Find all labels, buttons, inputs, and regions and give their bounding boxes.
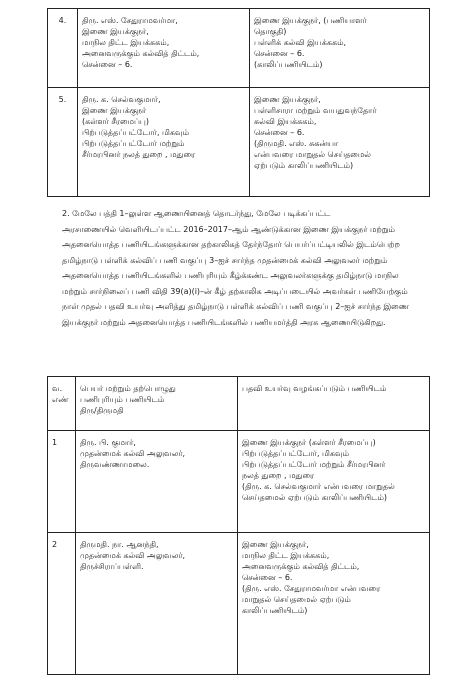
table-row [48, 431, 430, 533]
header-posting: பதவி உயர்வு வழங்கப்படும் பணியிடம் [238, 377, 430, 431]
officer-cell: திரு. க. செல்வகுமார், இணை இயக்குநர் (கள்ளர் சீரமைப்பு) பிற்படுத்தப்பட்டோர், மிகவும் பிற்படுத்தப்பட்டோர் மற்றும் சீர்மரபினர் நலத் துறை , மதுரை [78, 88, 250, 197]
posting-cell: இணை இயக்குநர், மாநில திட்ட இயக்ககம், அனைவருக்கும் கல்வித் திட்டம், சென்னை – 6. (திரு. எஸ். சேதுராமவர்மா என்பவரை மாறுதல் செய்தமைல் ஏற்படும் காலிப்பணியிடம்) [238, 533, 430, 675]
table-row [48, 533, 430, 675]
table-row [48, 88, 430, 197]
header-officer: பெயர் மற்றும் தற்பொழுது பணிபுரியும் பணியிடம் திரு/திருமதி [76, 377, 238, 431]
posting-cell: இணை இயக்குநர், (பணியாளர் தொகுதி) பள்ளிக் கல்வி இயக்ககம், சென்னை – 6. (காலிப்பணியிடம்) [250, 9, 430, 88]
row-number: 1 [48, 431, 76, 533]
table-row [48, 9, 430, 88]
row-number: 5. [48, 88, 78, 197]
order-paragraph: 2. மேலே பத்தி 1–லுள்ள ஆணையினைத் தொடர்ந்து, மேலே படிக்கப்பட்ட அரசாணையில் வெளியிடப்பட்ட 2016–2017–ஆம் ஆண்டுக்கான இணை இயக்குநர் மற்றும் அதனையொத்த பணியிடங்களுக்கான தற்காலிகத் தேர்ந்தோர் பெயர்ப்பட்டியலில் இடம்பெற்ற தமிழ்நாடு பள்ளிக் கல்விப் பணி வகுப்பு 3–ஐச் சார்ந்த முதன்மைக் கல்வி அலுவலர் மற்றும் அதனையொத்த பணியிடங்களில் பணிபுரியும் கீழ்க்கண்ட அலுவலர்களுக்கு தமிழ்நாடு மாநில மற்றும் சார்நிலைப் பணி விதி 39(a)(i)–ன் கீழ் தற்காலிக அடிப்படையில் அவர்கள் பணியேற்கும் நாள் முதல் பதவி உயர்வு அளித்து தமிழ்நாடு பள்ளிக் கல்விப் பணி வகுப்பு 2–ஐச் சார்ந்த இணை இயக்குநர் மற்றும் அதனையொத்த பணியிடங்களில் பணியமர்த்தி அரசு ஆணையிடுகிறது. [62, 209, 409, 327]
promotion-table [47, 376, 430, 675]
table-header-row [48, 377, 430, 431]
officer-cell: திரு. பி. குமார், முதன்மைக் கல்வி அலுவலர், திருவண்ணாமலை. [76, 431, 238, 533]
row-number: 2 [48, 533, 76, 675]
officer-cell: திருமதி. நா. ஆனந்தி, முதன்மைக் கல்வி அலுவலர், திருச்சிராப்பள்ளி. [76, 533, 238, 675]
transfer-table [47, 8, 430, 197]
posting-cell: இணை இயக்குநர், பள்ளிசாரா மற்றும் வயதுவந்தோர் கல்வி இயக்ககம், சென்னை – 6. (திருமதி. எஸ். சுகன்யா என்பவரை மாறுதல் செய்தமைல் ஏற்படும் காலிப்பணியிடம்) [250, 88, 430, 197]
row-number: 4. [48, 9, 78, 88]
header-serial: வ. எண் [48, 377, 76, 431]
officer-cell: திரு. எஸ். சேதுராமவர்மா, இணை இயக்குநர், மாநில திட்ட இயக்ககம், அனைவருக்கும் கல்வித் திட்டம், சென்னை – 6. [78, 9, 250, 88]
posting-cell: இணை இயக்குநர் (கள்ளர் சீரமைப்பு) பிற்படுத்தப்பட்டோர், மிகவும் பிற்படுத்தப்பட்டோர் மற்றும் சீர்மரபினர் நலத் துறை , மதுரை (திரு. க. செல்வகுமார் என்பவரை மாறுதல் செய்தமைல் ஏற்படும் காலிப்பணியிடம்) [238, 431, 430, 533]
